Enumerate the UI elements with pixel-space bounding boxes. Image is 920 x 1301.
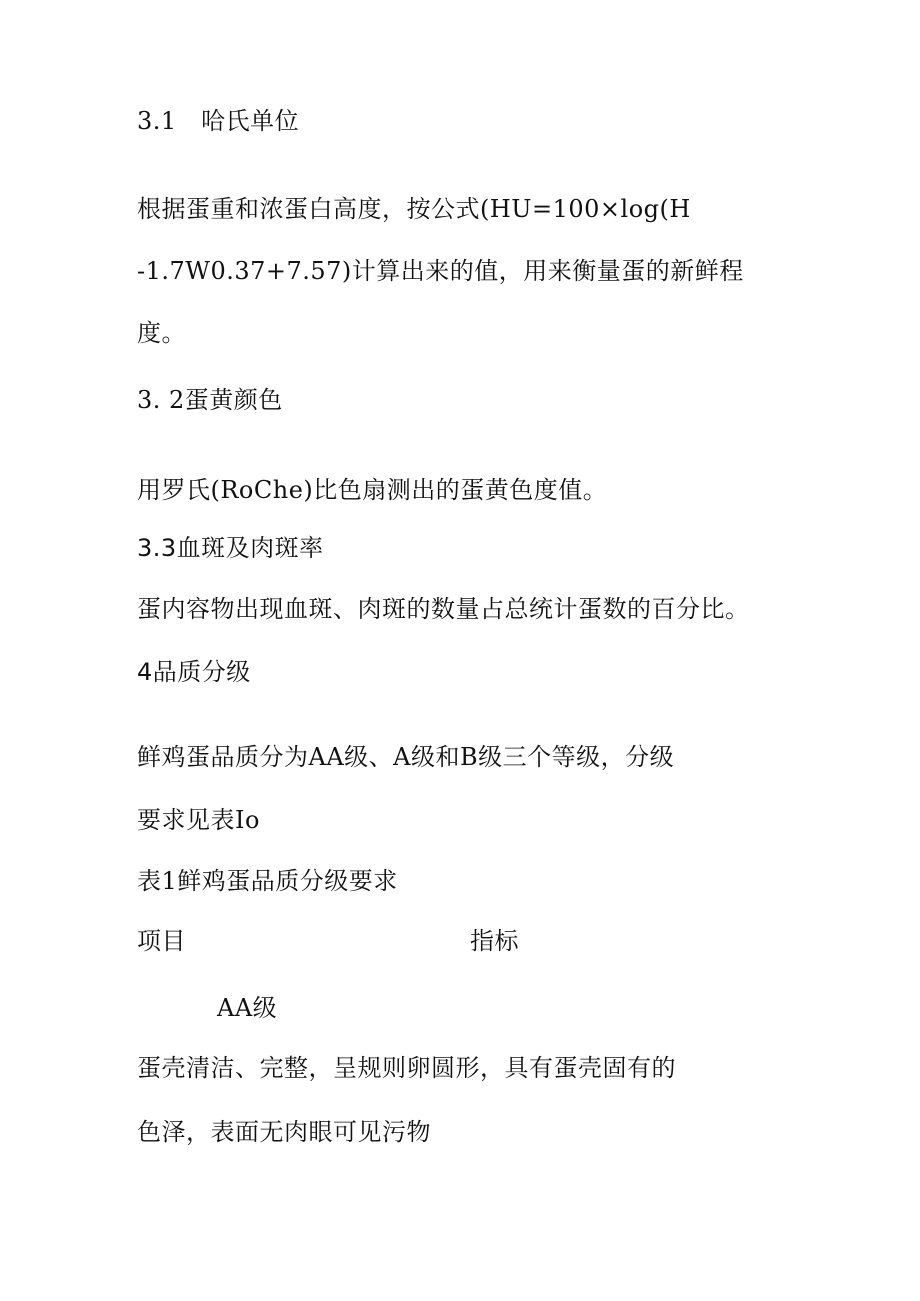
- section-3-1-paragraph-line-3: 度。: [137, 319, 186, 347]
- section-3-1-paragraph-line-2: -1.7W0.37+7.57)计算出来的值，用来衡量蛋的新鲜程: [137, 257, 744, 285]
- table-caption: 表1鲜鸡蛋品质分级要求: [137, 867, 398, 895]
- table-grade-aa: AA级: [217, 994, 278, 1022]
- section-3-3-paragraph: 蛋内容物出现血斑、肉斑的数量占总统计蛋数的百分比。: [137, 595, 750, 623]
- table-row-1-line-2: 色泽，表面无肉眼可见污物: [137, 1118, 431, 1146]
- section-4-paragraph-line-2: 要求见表Io: [137, 806, 260, 834]
- section-4-paragraph-line-1: 鲜鸡蛋品质分为AA级、A级和B级三个等级，分级: [137, 743, 675, 771]
- section-3-2-heading: 3. 2蛋黄颜色: [137, 386, 283, 414]
- section-3-1-paragraph-line-1: 根据蛋重和浓蛋白高度，按公式(HU=100×log(H: [137, 195, 691, 223]
- section-3-2-paragraph: 用罗氏(RoChe)比色扇测出的蛋黄色度值。: [137, 476, 608, 504]
- section-4-heading: 4品质分级: [137, 658, 251, 686]
- table-header-indicator: 指标: [470, 927, 519, 955]
- section-3-1-heading: 3.1 哈氏单位: [137, 107, 300, 135]
- table-row-1-line-1: 蛋壳清洁、完整，呈规则卵圆形，具有蛋壳固有的: [137, 1054, 676, 1082]
- table-header-item: 项目: [137, 927, 186, 955]
- section-3-3-heading: 3.3血斑及肉斑率: [137, 534, 324, 562]
